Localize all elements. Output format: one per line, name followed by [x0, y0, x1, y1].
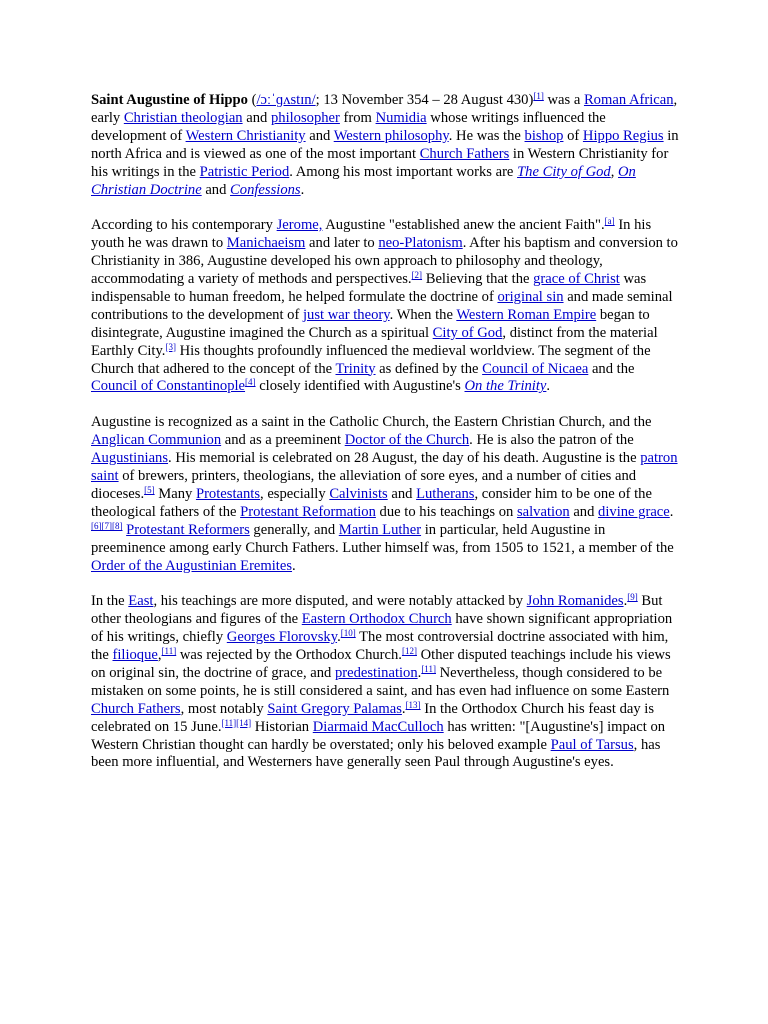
link-confessions[interactable]: Confessions [230, 181, 301, 198]
link-the-city-of-god[interactable]: The City of God [517, 163, 611, 180]
paragraph-intro [91, 92, 681, 199]
citation-link[interactable]: [6][7][8] [91, 520, 123, 531]
link-numidia[interactable]: Numidia [375, 109, 427, 126]
link-paul-of-tarsus[interactable]: Paul of Tarsus [550, 736, 634, 753]
citation-link[interactable]: [12] [401, 646, 417, 657]
text-run: . [300, 181, 305, 198]
citation-ref [421, 664, 436, 674]
link-calvinists[interactable]: Calvinists [329, 485, 388, 502]
link-anglican-communion[interactable]: Anglican Communion [91, 432, 222, 449]
text-run: closely identified with Augustine's [255, 378, 465, 395]
link-manichaeism[interactable]: Manichaeism [226, 235, 306, 252]
text-run: , most notably [180, 700, 268, 717]
link-st-n[interactable]: /ɔːˈɡʌstɪn/ [256, 92, 316, 108]
text-run: due to his teachings on [375, 503, 517, 520]
link-original-sin[interactable]: original sin [497, 288, 564, 305]
link-council-of-nicaea[interactable]: Council of Nicaea [482, 360, 589, 377]
text-run: began to disintegrate, Augustine imagined the Church as a spiritual [91, 306, 650, 341]
text-run: whose writings influenced the development of [91, 109, 606, 144]
text-run: was indispensable to human freedom, he helped formulate the doctrine of [91, 271, 647, 305]
text-run: . [546, 378, 551, 395]
link-georges-florovsky[interactable]: Georges Florovsky [226, 629, 338, 646]
link-divine-grace[interactable]: divine grace [598, 503, 670, 520]
text-run: In the [91, 593, 129, 610]
text-run: and [305, 127, 334, 144]
article-body [91, 92, 681, 790]
text-run: . [401, 700, 406, 717]
text-run: as defined by the [375, 360, 483, 377]
link-city-of-god[interactable]: City of God [432, 324, 503, 341]
text-run: . [417, 664, 422, 681]
link-christian-theologian[interactable]: Christian theologian [123, 109, 243, 126]
citation-link[interactable]: [9] [627, 592, 638, 603]
text-run: was a [543, 92, 584, 108]
citation-link[interactable]: [10] [340, 628, 356, 639]
citation-ref [627, 592, 638, 602]
citation-link[interactable]: [13] [405, 699, 421, 710]
paragraph-early-life [91, 217, 681, 396]
link-western-roman-empire[interactable]: Western Roman Empire [456, 306, 597, 323]
link-western-philosophy[interactable]: Western philosophy [333, 127, 449, 144]
link-doctor-of-the-church[interactable]: Doctor of the Church [344, 432, 470, 449]
citation-ref [605, 216, 615, 226]
text-run: . [292, 557, 296, 574]
link-grace-of-christ[interactable]: grace of Christ [533, 271, 620, 288]
citation-link[interactable]: [11] [421, 663, 436, 674]
text-run: of [563, 127, 583, 144]
text-run: According to his contemporary [91, 217, 277, 234]
link-martin-luther[interactable]: Martin Luther [338, 521, 422, 538]
link-protestants[interactable]: Protestants [195, 485, 261, 502]
citation-ref [406, 700, 421, 710]
link-on-the-trinity[interactable]: On the Trinity [464, 378, 547, 395]
citation-ref [144, 485, 155, 495]
text-run: ; 13 November 354 – 28 August 430) [315, 92, 534, 108]
link-order-of-the-augustinian-eremites[interactable]: Order of the Augustinian Eremites [91, 557, 293, 574]
link-eastern-orthodox-church[interactable]: Eastern Orthodox Church [301, 611, 452, 628]
text-run: . When the [389, 306, 457, 323]
text-run: , distinct from the material Earthly City. [91, 324, 658, 359]
text-run: Believing that the [422, 271, 534, 288]
citation-ref [221, 718, 251, 728]
citation-ref [533, 91, 544, 101]
text-run: . After his baptism and conversion to Christianity in 386, Augustine developed his own approach to philosophy and theology, accommodating a variety of methods and perspectives. [91, 235, 678, 288]
citation-ref [165, 342, 176, 352]
text-run: ( [247, 92, 257, 108]
link-augustinians[interactable]: Augustinians [91, 450, 169, 467]
link-john-romanides[interactable]: John Romanides [526, 593, 624, 610]
link-church-fathers[interactable]: Church Fathers [91, 700, 181, 717]
text-run: , has been more influential, and Westerners have generally seen Paul through Augustine's eyes. [91, 736, 661, 771]
link-roman-african[interactable]: Roman African [583, 92, 674, 108]
text-run: , consider him to be one of the theological fathers of the [91, 485, 652, 520]
text-run: from [339, 109, 376, 126]
text-run: Augustine is recognized as a saint in the Catholic Church, the Eastern Christian Church, and the [91, 414, 652, 431]
text-run: have shown significant appropriation of his writings, chiefly [91, 611, 673, 646]
link-lutherans[interactable]: Lutherans [416, 485, 475, 502]
text-run: . [669, 503, 674, 520]
link-east[interactable]: East [128, 593, 154, 610]
text-run: , early [91, 92, 678, 126]
text-run: But other theologians and figures of the [91, 593, 663, 628]
article-subject: Saint Augustine of Hippo [91, 92, 248, 108]
citation-ref [341, 628, 356, 638]
text-run: and [569, 503, 599, 520]
citation-link[interactable]: [4] [245, 377, 256, 388]
text-run: His thoughts profoundly influenced the medieval worldview. The segment of the Church that adhered to the concept of the [91, 342, 651, 377]
text-run: . He is also the patron of the [469, 432, 634, 449]
link-council-of-constantinople[interactable]: Council of Constantinople [91, 378, 246, 395]
text-run: . His memorial is celebrated on 28 August, the day of his death. Augustine is the [168, 450, 641, 467]
citation-ref [412, 270, 423, 280]
text-run: Other disputed teachings include his views on original sin, the doctrine of grace, and [91, 647, 671, 681]
link-western-christianity[interactable]: Western Christianity [185, 127, 306, 144]
citation-link[interactable]: [11][14] [221, 717, 252, 728]
link-diarmaid-macculloch[interactable]: Diarmaid MacCulloch [312, 718, 444, 735]
text-run: and [201, 181, 231, 198]
citation-link[interactable]: [a] [604, 216, 615, 227]
text-run: and as a preeminent [221, 432, 345, 449]
citation-ref [91, 521, 122, 531]
text-run: In the Orthodox Church his feast day is celebrated on 15 June. [91, 700, 655, 735]
text-run: has written: "[Augustine's] impact on Western Christian thought can hardly be overstated; only his beloved example [91, 718, 666, 753]
link-filioque[interactable]: filioque [112, 647, 158, 664]
text-run: . [337, 629, 341, 646]
citation-link[interactable]: [1] [533, 91, 544, 101]
text-run: . He was the [448, 127, 525, 144]
link-neo-platonism[interactable]: neo-Platonism [378, 235, 463, 252]
text-run: Historian [251, 718, 313, 735]
link-bishop[interactable]: bishop [524, 127, 564, 144]
link-hippo-regius[interactable]: Hippo Regius [582, 127, 664, 144]
text-run: in north Africa and is viewed as one of the most important [91, 127, 679, 162]
text-run: Augustine "established anew the ancient Faith". [322, 217, 605, 234]
text-run: and the [588, 360, 635, 377]
text-run: in particular, held Augustine in preeminence among early Church Fathers. Luther himself was, from 1505 to 1521, a member of the [91, 521, 674, 556]
text-run: Many [154, 485, 196, 502]
text-run: in Western Christianity for his writings in the [91, 145, 669, 180]
link-on-christian-doctrine[interactable]: On Christian Doctrine [91, 163, 636, 198]
citation-link[interactable]: [11] [161, 646, 177, 657]
text-run: generally, and [249, 521, 339, 538]
text-run: and made seminal contributions to the development of [91, 288, 673, 323]
link-protestant-reformers[interactable]: Protestant Reformers [126, 521, 250, 538]
text-run: and [242, 109, 271, 126]
text-run: of brewers, printers, theologians, the alleviation of sore eyes, and a number of cities and dioceses. [91, 468, 637, 502]
citation-ref [245, 377, 256, 387]
citation-link[interactable]: [5] [144, 484, 155, 495]
text-run: The most controversial doctrine associated with him, the [91, 629, 669, 664]
link-protestant-reformation[interactable]: Protestant Reformation [240, 503, 376, 520]
text-run: and [387, 485, 417, 502]
text-run: was rejected by the Orthodox Church. [176, 647, 402, 664]
link-predestination[interactable]: predestination [334, 664, 418, 681]
paragraph-eastern-church [91, 593, 681, 772]
paragraph-sainthood [91, 414, 681, 575]
citation-link[interactable]: [2] [411, 270, 423, 281]
citation-link[interactable]: [3] [165, 341, 176, 352]
citation-ref [402, 646, 417, 656]
text-run: , his teachings are more disputed, and were notably attacked by [153, 593, 527, 610]
text-run: , [610, 163, 619, 180]
link-salvation[interactable]: salvation [516, 503, 570, 520]
link-trinity[interactable]: Trinity [335, 360, 376, 377]
text-run: Nevertheless, though considered to be mistaken on some points, he is still considered a saint, and has even had influence on some Eastern [91, 664, 670, 699]
citation-ref [162, 646, 177, 656]
text-run: , especially [260, 485, 330, 502]
link-church-fathers[interactable]: Church Fathers [419, 145, 510, 162]
link-patristic-period[interactable]: Patristic Period [199, 163, 290, 180]
text-run: and later to [305, 235, 379, 252]
text-run: . [623, 593, 628, 610]
link-just-war-theory[interactable]: just war theory [302, 306, 390, 323]
text-run: In his youth he was drawn to [91, 217, 652, 252]
link-saint-gregory-palamas[interactable]: Saint Gregory Palamas [267, 700, 402, 717]
link-jerome[interactable]: Jerome, [276, 217, 323, 234]
text-run: , [157, 647, 162, 664]
link-philosopher[interactable]: philosopher [270, 109, 340, 126]
text-run: . Among his most important works are [289, 163, 518, 180]
link-patron-saint[interactable]: patron saint [91, 450, 678, 484]
